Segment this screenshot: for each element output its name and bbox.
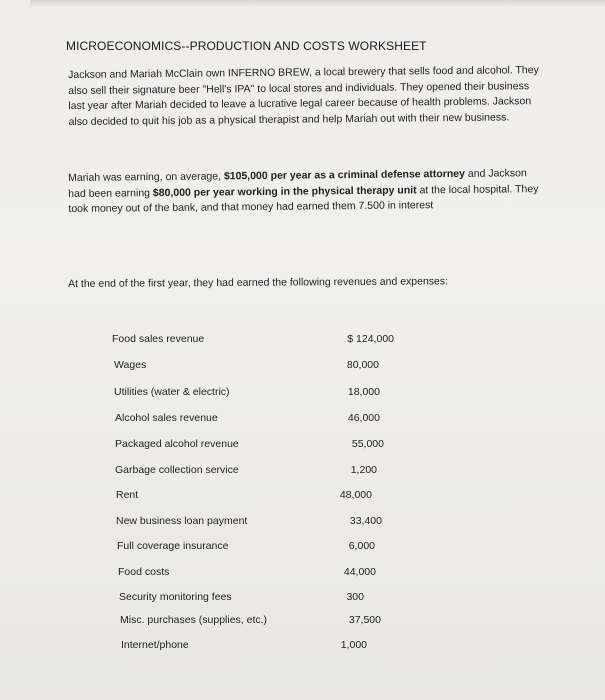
- ledger-row: [114, 359, 379, 375]
- ledger-row: [118, 566, 376, 582]
- ledger-row: [116, 515, 382, 531]
- ledger-value: 18,000: [347, 386, 380, 398]
- ledger-label: Packaged alcohol revenue: [115, 438, 239, 450]
- ledger-label: Misc. purchases (supplies, etc.): [120, 614, 268, 626]
- ledger-value: 44,000: [343, 566, 376, 578]
- ledger-label: Wages: [114, 359, 147, 371]
- ledger-label: Full coverage insurance: [117, 540, 229, 552]
- earnings-text-3: at the local hospital. They took money out of the bank, and that money had earned them 7.500 in interest: [68, 182, 539, 216]
- ledger-label: Internet/phone: [121, 639, 189, 651]
- ledger-value: 1,200: [350, 464, 377, 476]
- ledger-label: Rent: [116, 489, 139, 501]
- summary-intro: At the end of the first year, they had earned the following revenues and expenses:: [68, 275, 449, 290]
- ledger-value: 1,000: [340, 639, 367, 651]
- earnings-text-2: and Jackson had been earning: [68, 167, 527, 200]
- ledger-label: Utilities (water & electric): [114, 386, 230, 398]
- ledger-label: Garbage collection service: [115, 464, 239, 476]
- ledger-row: [112, 333, 394, 349]
- ledger-value: 55,000: [351, 438, 384, 450]
- ledger-value: 37,500: [348, 614, 381, 626]
- earnings-bold-2: $80,000 per year working in the physical therapy unit: [152, 183, 417, 199]
- ledger-label: Alcohol sales revenue: [115, 412, 218, 424]
- ledger-row: [116, 489, 372, 505]
- worksheet-title: MICROECONOMICS--PRODUCTION AND COSTS WORKSHEET: [66, 39, 427, 53]
- ledger-row: [115, 412, 380, 428]
- ledger-row: [114, 386, 380, 402]
- ledger-value: 6,000: [348, 540, 375, 552]
- ledger-value: 80,000: [346, 359, 379, 371]
- ledger-value: 33,400: [349, 515, 382, 527]
- ledger-row: [115, 464, 377, 480]
- page-top-edge: [30, 0, 605, 6]
- ledger-row: [120, 614, 381, 630]
- ledger-row: [117, 540, 375, 556]
- earnings-bold-1: $105,000 per year as a criminal defense attorney: [223, 167, 466, 183]
- ledger-label: Food sales revenue: [112, 333, 205, 345]
- ledger-label: Security monitoring fees: [119, 591, 232, 603]
- earnings-text-1: Mariah was earning, on average,: [68, 170, 224, 184]
- ledger-label: Food costs: [118, 566, 170, 578]
- ledger-row: [121, 639, 367, 655]
- ledger-value: 46,000: [347, 412, 380, 424]
- ledger-value: 48,000: [339, 489, 372, 501]
- ledger-label: New business loan payment: [116, 515, 248, 527]
- earnings-paragraph: [68, 166, 543, 218]
- intro-paragraph: Jackson and Mariah McClain own INFERNO BREW, a local brewery that sells food and alcohol. They also sell their signature beer "Hell's IPA" to local stores and individuals. They opened their business last year after Mariah decided to leave a lucrative legal career because of health problems. Jackson also decided to quit his job as a physical therapist and help Mariah out with their new business.: [68, 64, 539, 128]
- ledger-row: [115, 438, 384, 454]
- ledger-row: [119, 591, 364, 607]
- ledger-value: 300: [346, 591, 364, 603]
- ledger-value: $ 124,000: [347, 333, 394, 345]
